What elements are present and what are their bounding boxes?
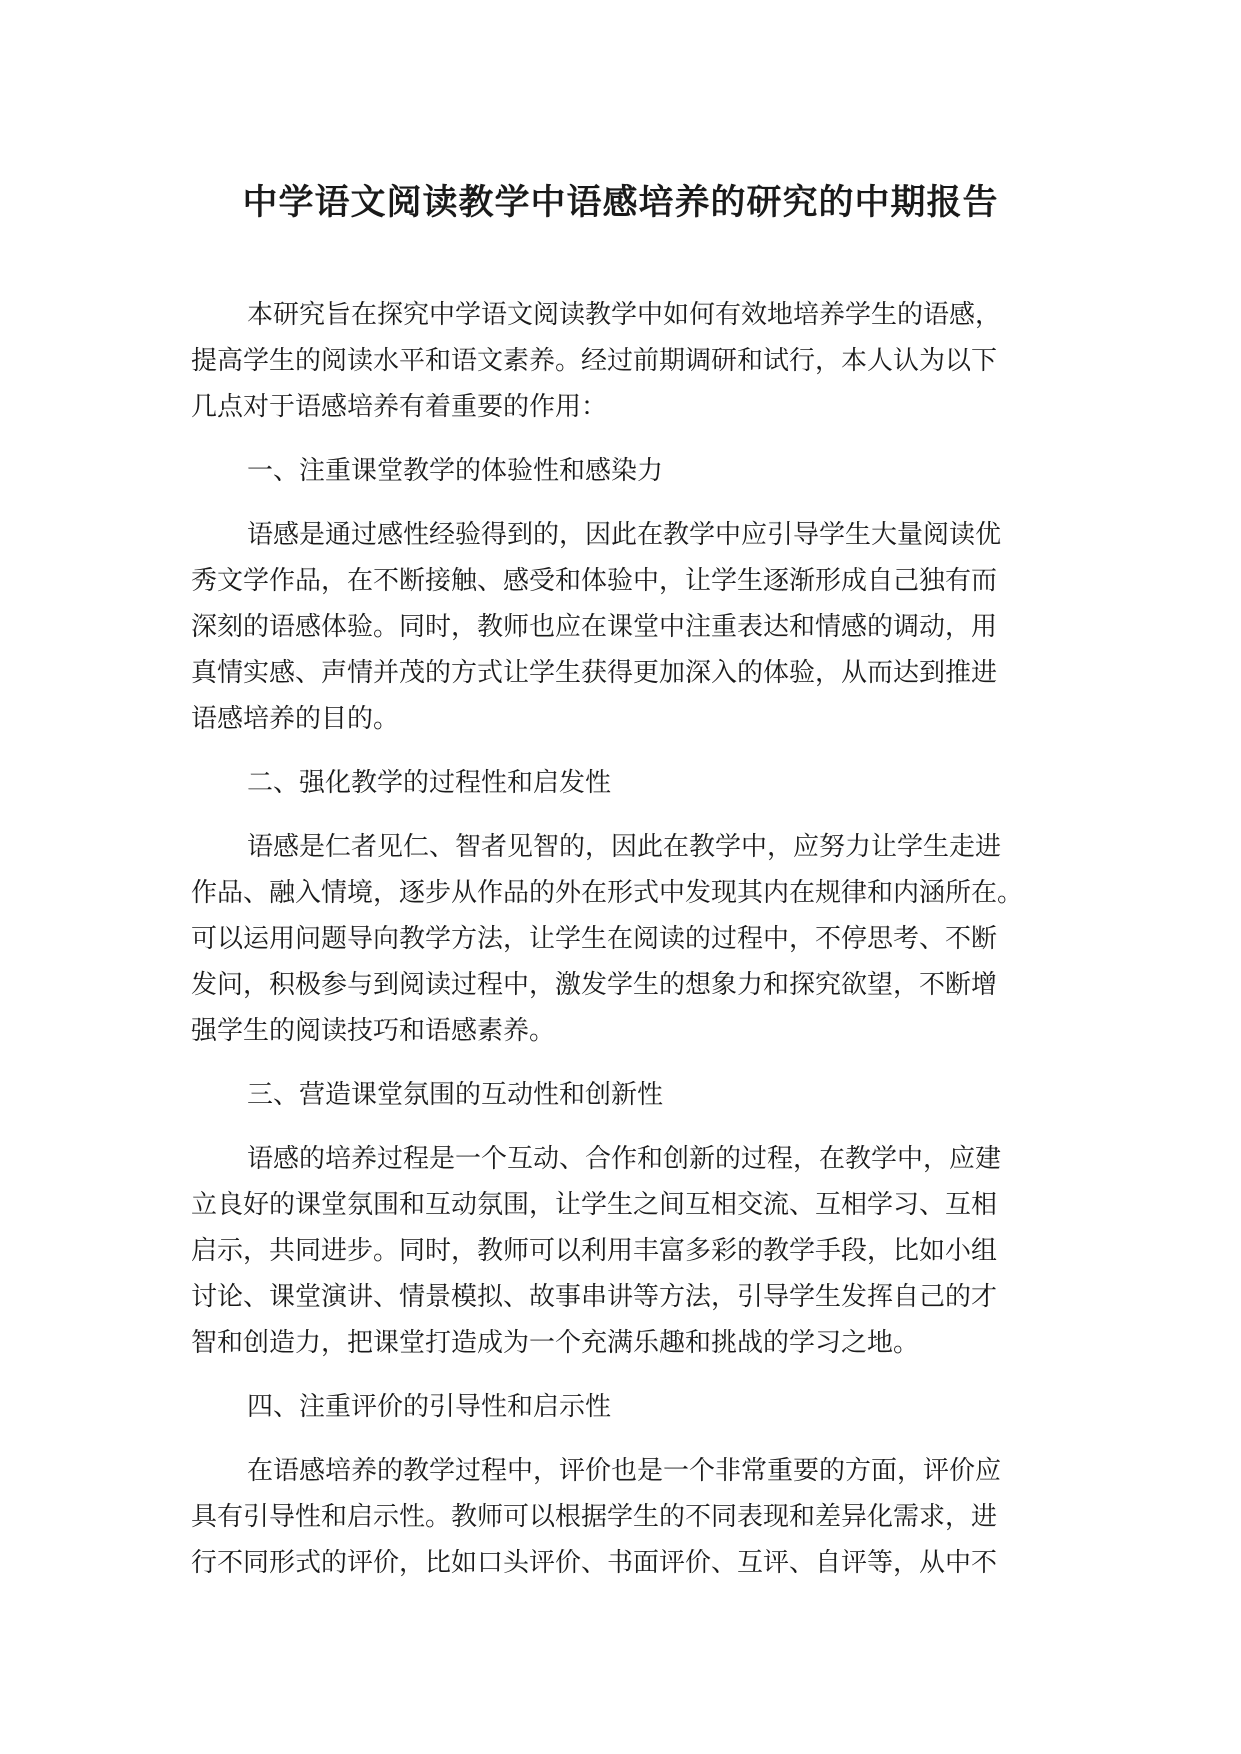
intro-paragraph: [191, 292, 1091, 430]
text-line: 可以运用问题导向教学方法，让学生在阅读的过程中，不停思考、不断: [191, 924, 998, 954]
section-paragraph-2: [191, 824, 1091, 1054]
text-line: 提高学生的阅读水平和语文素养。经过前期调研和试行，本人认为以下: [191, 346, 998, 376]
section-paragraph-1: [191, 512, 1091, 742]
text-line: 讨论、课堂演讲、情景模拟、故事串讲等方法，引导学生发挥自己的才: [191, 1282, 998, 1312]
text-line: 语感是仁者见仁、智者见智的，因此在教学中，应努力让学生走进: [247, 832, 1002, 862]
text-line: 行不同形式的评价，比如口头评价、书面评价、互评、自评等，从中不: [191, 1548, 998, 1578]
text-line: 智和创造力，把课堂打造成为一个充满乐趣和挑战的学习之地。: [191, 1328, 920, 1358]
section-heading-4: 四、注重评价的引导性和启示性: [247, 1392, 612, 1422]
text-line: 几点对于语感培养有着重要的作用：: [191, 392, 608, 422]
text-line: 发问，积极参与到阅读过程中，激发学生的想象力和探究欲望，不断增: [191, 970, 998, 1000]
text-line: 强学生的阅读技巧和语感素养。: [191, 1016, 556, 1046]
text-line: 具有引导性和启示性。教师可以根据学生的不同表现和差异化需求，进: [191, 1502, 998, 1532]
section-heading-1: 一、注重课堂教学的体验性和感染力: [247, 456, 664, 486]
section-heading-3: 三、营造课堂氛围的互动性和创新性: [247, 1080, 664, 1110]
text-line: 在语感培养的教学过程中，评价也是一个非常重要的方面，评价应: [247, 1456, 1002, 1486]
text-line: 本研究旨在探究中学语文阅读教学中如何有效地培养学生的语感，: [247, 300, 1002, 330]
text-line: 启示，共同进步。同时，教师可以利用丰富多彩的教学手段，比如小组: [191, 1236, 998, 1266]
section-paragraph-4: [191, 1448, 1091, 1586]
text-line: 秀文学作品，在不断接触、感受和体验中，让学生逐渐形成自己独有而: [191, 566, 998, 596]
text-line: 语感是通过感性经验得到的，因此在教学中应引导学生大量阅读优: [247, 520, 1002, 550]
document-body: [191, 292, 1091, 1604]
section-heading-2: 二、强化教学的过程性和启发性: [247, 768, 612, 798]
text-line: 语感培养的目的。: [191, 704, 400, 734]
text-line: 语感的培养过程是一个互动、合作和创新的过程，在教学中，应建: [247, 1144, 1002, 1174]
document-title: 中学语文阅读教学中语感培养的研究的中期报告: [242, 183, 999, 223]
text-line: 深刻的语感体验。同时，教师也应在课堂中注重表达和情感的调动，用: [191, 612, 998, 642]
section-paragraph-3: [191, 1136, 1091, 1366]
text-line: 真情实感、声情并茂的方式让学生获得更加深入的体验，从而达到推进: [191, 658, 998, 688]
text-line: 立良好的课堂氛围和互动氛围，让学生之间互相交流、互相学习、互相: [191, 1190, 998, 1220]
text-line: 作品、融入情境，逐步从作品的外在形式中发现其内在规律和内涵所在。: [191, 878, 1024, 908]
